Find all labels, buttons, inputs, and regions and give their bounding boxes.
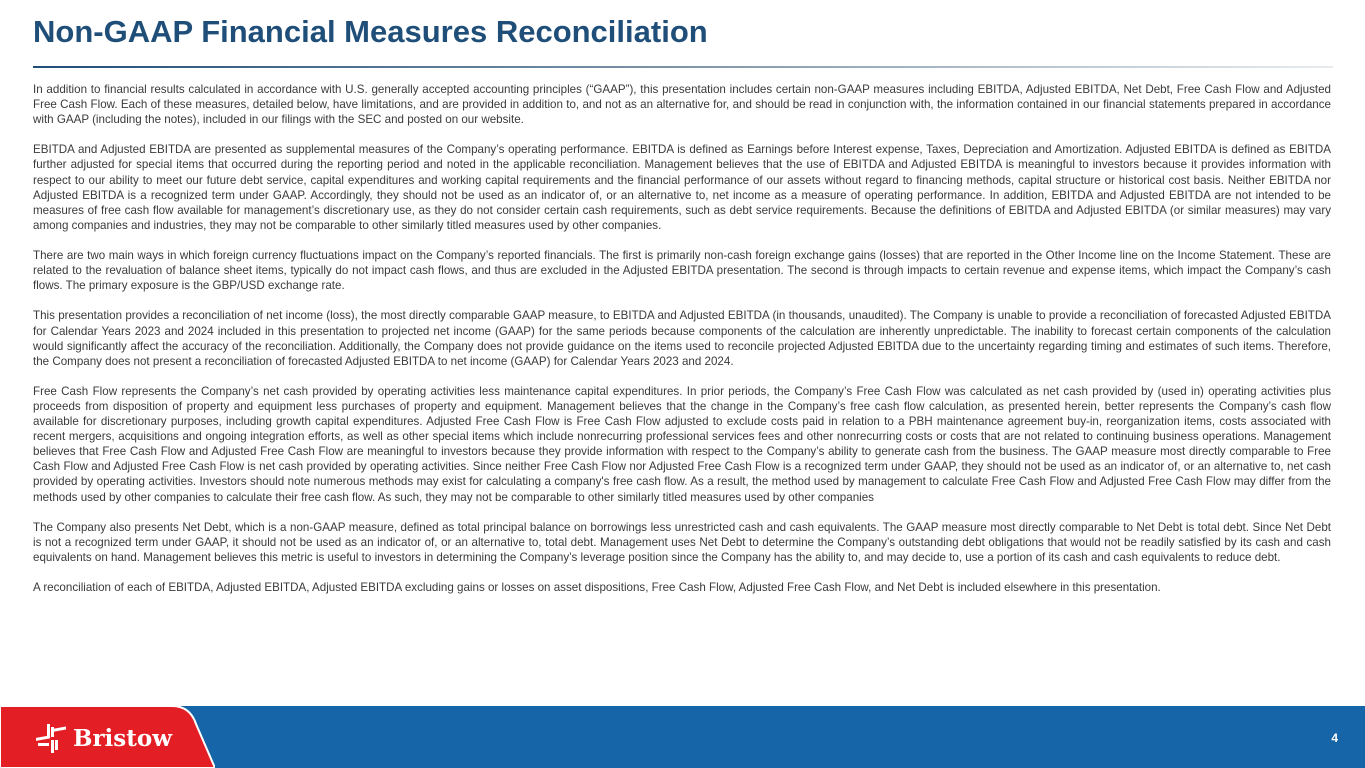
paragraph-net-debt: The Company also presents Net Debt, which is a non-GAAP measure, defined as total principal balance on borrowings less unrestricted cash and cash equivalents. The GAAP measure most directly comparable to Net Debt is total debt. Since Net Debt is not a recognized term under GAAP, it should not be used as an indicator of, or an alternative to, total debt. Management uses Net Debt to determine the Company’s outstanding debt obligations that would not be readily satisfied by its cash and cash equivalents on hand. Management believes this metric is useful to investors in determining the Company’s leverage position since the Company has the ability to, and may decide to, use a portion of its cash and cash equivalents to reduce debt. — [33, 520, 1331, 564]
page-number: 4 — [1331, 731, 1338, 745]
paragraph-foreign-currency: There are two main ways in which foreign currency fluctuations impact on the Company’s reported financials. The first is primarily non-cash foreign exchange gains (losses) that are reported in the Other Income line on the Income Statement. These are related to the revaluation of balance sheet items, typically do not impact cash flows, and thus are excluded in the Adjusted EBITDA presentation. The second is through impacts to certain revenue and expense items, which impact the Company’s cash flows. The primary exposure is the GBP/USD exchange rate. — [33, 249, 1331, 293]
paragraph-summary: A reconciliation of each of EBITDA, Adjusted EBITDA, Adjusted EBITDA excluding gains or losses on asset dispositions, Free Cash Flow, Adjusted Free Cash Flow, and Net Debt is included elsewhere in this presentation. — [33, 581, 1161, 595]
bristow-logo — [35, 722, 172, 754]
paragraph-intro: In addition to financial results calculated in accordance with U.S. generally accepted accounting principles (“GAAP”), this presentation includes certain non-GAAP measures including EBITDA, Adjusted EBITDA, Net Debt, Free Cash Flow and Adjusted Free Cash Flow. Each of these measures, detailed below, have limitations, and are provided in addition to, and not as an alternative for, and should be read in conjunction with, the information contained in our financial statements prepared in accordance with GAAP (including the notes), included in our filings with the SEC and posted on our website. — [33, 83, 1331, 127]
page-title: Non-GAAP Financial Measures Reconciliation — [33, 14, 708, 49]
paragraph-reconciliation: This presentation provides a reconciliation of net income (loss), the most directly comparable GAAP measure, to EBITDA and Adjusted EBITDA (in thousands, unaudited). The Company is unable to provide a reconciliation of forecasted Adjusted EBITDA for Calendar Years 2023 and 2024 included in this presentation to projected net income (GAAP) for the same periods because components of the calculation are inherently unpredictable. The inability to forecast certain components of the calculation would significantly affect the accuracy of the reconciliation. Additionally, the Company does not provide guidance on the items used to reconcile projected Adjusted EBITDA due to the uncertainty regarding timing and estimates of such items. Therefore, the Company does not present a reconciliation of forecasted Adjusted EBITDA to net income (GAAP) for Calendar Years 2023 and 2024. — [33, 309, 1331, 368]
bristow-logo-icon — [35, 722, 67, 754]
body-text — [33, 82, 1331, 610]
logo-text: Bristow — [73, 724, 173, 752]
paragraph-free-cash-flow: Free Cash Flow represents the Company’s net cash provided by operating activities less maintenance capital expenditures. In prior periods, the Company’s Free Cash Flow was calculated as net cash provided by (used in) operating activities plus proceeds from disposition of property and equipment less purchases of property and equipment. Management believes that the change in the Company’s free cash flow calculation, as presented herein, better represents the Company’s cash flow available for discretionary purposes, including growth capital expenditures. Adjusted Free Cash Flow is Free Cash Flow adjusted to exclude costs paid in relation to a PBH maintenance agreement buy-in, reorganization items, costs associated with recent mergers, acquisitions and ongoing integration efforts, as well as other special items which include nonrecurring professional services fees and other nonrecurring costs or costs that are not related to continuing business operations. Management believes that Free Cash Flow and Adjusted Free Cash Flow are meaningful to investors because they provide information with respect to the Company’s ability to generate cash from the business. The GAAP measure most directly comparable to Free Cash Flow and Adjusted Free Cash Flow is net cash provided by operating activities. Since neither Free Cash Flow nor Adjusted Free Cash Flow is a recognized term under GAAP, they should not be used as an indicator of, or an alternative to, net cash provided by operating activities. Investors should note numerous methods may exist for calculating a company's free cash flow. As a result, the method used by management to calculate Free Cash Flow and Adjusted Free Cash Flow may differ from the methods used by other companies to calculate their free cash flow. As such, they may not be comparable to other similarly titled measures used by other companies — [33, 384, 1331, 504]
paragraph-ebitda: EBITDA and Adjusted EBITDA are presented as supplemental measures of the Company’s operating performance. EBITDA is defined as Earnings before Interest expense, Taxes, Depreciation and Amortization. Adjusted EBITDA is defined as EBITDA further adjusted for special items that occurred during the reporting period and noted in the applicable reconciliation. Management believes that the use of EBITDA and Adjusted EBITDA is meaningful to investors because it provides information with respect to our ability to meet our future debt service, capital expenditures and working capital requirements and the financial performance of our assets without regard to financing methods, capital structure or historical cost basis. Neither EBITDA nor Adjusted EBITDA is a recognized term under GAAP. Accordingly, they should not be used as an indicator of, or an alternative to, net income as a measure of operating performance. In addition, EBITDA and Adjusted EBITDA are not intended to be measures of free cash flow available for management’s discretionary use, as they do not consider certain cash requirements, such as debt service requirements. Because the definitions of EBITDA and Adjusted EBITDA (or similar measures) may vary among companies and industries, they may not be comparable to other similarly titled measures used by other companies. — [33, 143, 1331, 232]
title-divider — [33, 66, 1333, 68]
